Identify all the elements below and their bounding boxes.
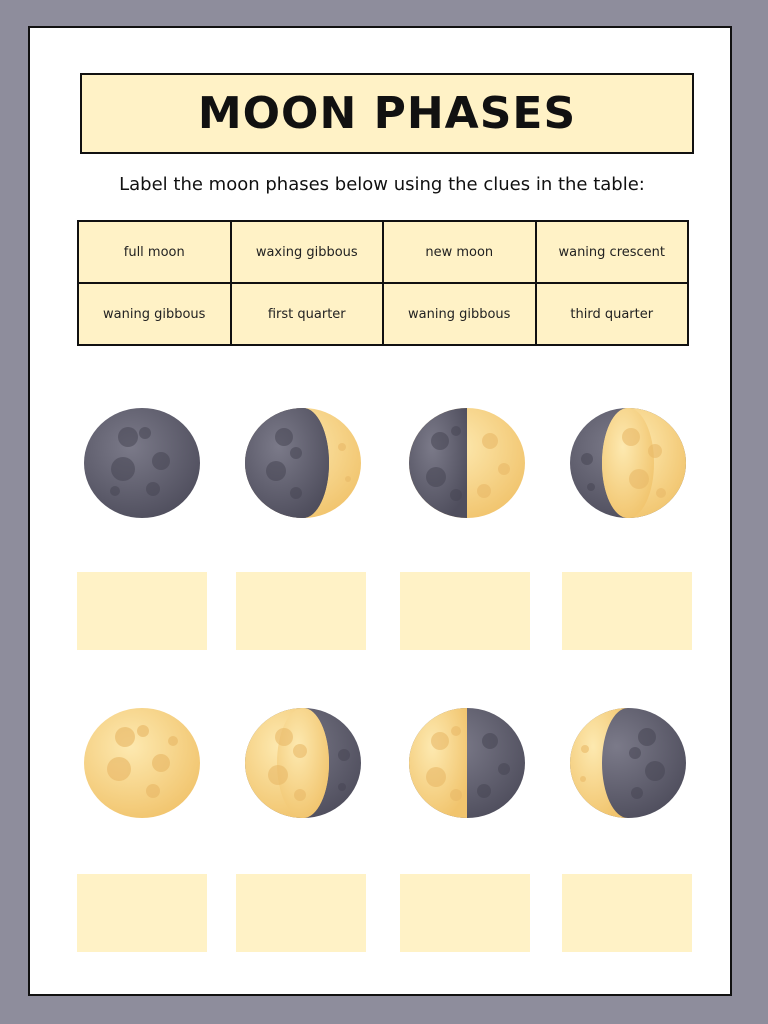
answer-box[interactable] xyxy=(562,572,692,650)
instruction-text: Label the moon phases below using the clues in the table: xyxy=(119,174,645,195)
clue-cell: third quarter xyxy=(536,283,689,345)
waning-gibbous-moon-icon xyxy=(244,707,362,819)
clue-row xyxy=(78,283,688,345)
clue-table xyxy=(77,220,689,346)
clue-cell: new moon xyxy=(383,221,536,283)
waxing-crescent-moon-icon xyxy=(244,407,362,519)
full-moon-icon xyxy=(83,707,201,819)
first-quarter-moon-icon xyxy=(408,407,526,519)
waxing-gibbous-moon-icon xyxy=(569,407,687,519)
clue-cell: full moon xyxy=(78,221,231,283)
worksheet-page xyxy=(28,26,732,996)
clue-cell: waxing gibbous xyxy=(231,221,384,283)
answer-box[interactable] xyxy=(77,572,207,650)
answer-box[interactable] xyxy=(236,874,366,952)
waning-crescent-moon-icon xyxy=(569,707,687,819)
third-quarter-moon-icon xyxy=(408,707,526,819)
clue-cell: waning gibbous xyxy=(383,283,536,345)
answer-box[interactable] xyxy=(77,874,207,952)
title-banner xyxy=(80,73,694,154)
new-moon-icon xyxy=(83,407,201,519)
clue-cell: waning gibbous xyxy=(78,283,231,345)
answer-box[interactable] xyxy=(400,874,530,952)
clue-cell: waning crescent xyxy=(536,221,689,283)
clue-row xyxy=(78,221,688,283)
answer-box[interactable] xyxy=(400,572,530,650)
answer-box[interactable] xyxy=(236,572,366,650)
page-title: MOON PHASES xyxy=(197,88,577,139)
clue-cell: first quarter xyxy=(231,283,384,345)
answer-box[interactable] xyxy=(562,874,692,952)
